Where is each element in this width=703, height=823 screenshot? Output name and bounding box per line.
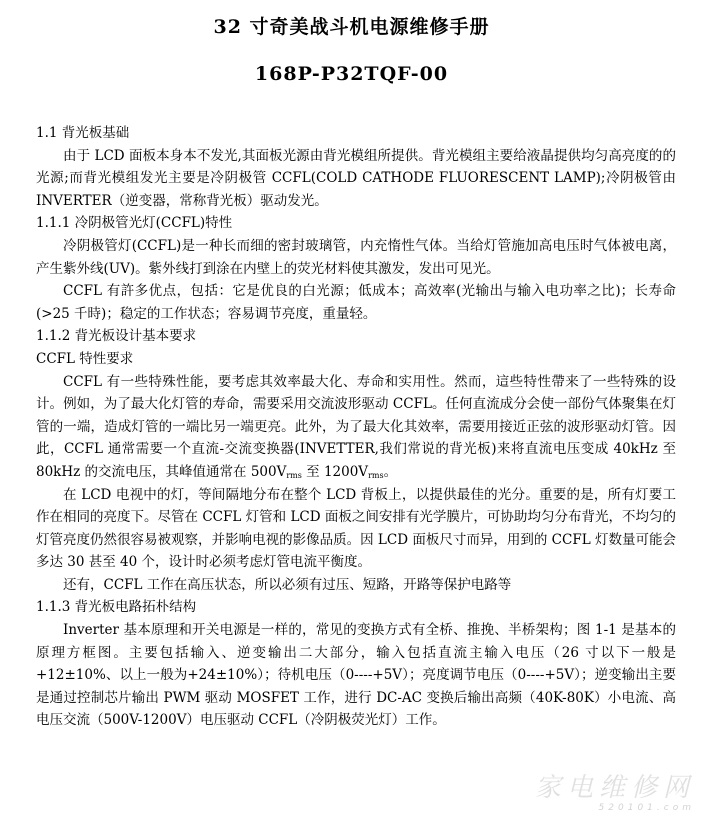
document-body — [36, 122, 676, 732]
model-number: 168P-P32TQF-00 — [254, 63, 449, 85]
paragraph-text: 。 — [383, 463, 398, 480]
paragraph-text: 至 1200V — [301, 463, 369, 480]
section-heading-1-1-1: 1.1.1 冷阴极管光灯(CCFL)特性 — [36, 215, 233, 232]
paragraph: CCFL 有許多优点，包括：它是优良的白光源；低成本；高效率(光输出与输入电功率之比)；长寿命(>25 千時)；稳定的工作状态；容易调节亮度，重量轻。 — [36, 283, 676, 322]
paragraph: 还有，CCFL 工作在高压状态，所以必须有过压、短路，开路等保护电路等 — [63, 576, 512, 593]
watermark-text: 家电维修网 — [534, 773, 695, 803]
subheading: CCFL 特性要求 — [36, 350, 134, 367]
unit-subscript: rms — [368, 470, 384, 480]
paragraph-text: CCFL 有一些特殊性能，要考虑其效率最大化、寿命和实用性。然而，這些特性帶来了一些特殊的设计。例如，为了最大化灯管的寿命，需要采用交流波形驱动 CCFL。任何直流成分会使一部份气体聚集在灯管的一端，造成灯管的一端比另一端更亮。此外，为了最大化其效率，需要用接近正弦的波形驱动灯管。因此，CCFL 通常需要一个直流-交流变换器(INVETTER,我们常说的背光板)来将直流电压变成 40kHz 至 80kHz 的交流电压，其峰值通常在 500V — [36, 373, 676, 480]
paragraph: 在 LCD 电视中的灯，等间隔地分布在整个 LCD 背板上，以提供最佳的光分。重要的是，所有灯要工作在相同的亮度下。尽管在 CCFL 灯管和 LCD 面板之间安排有光学膜片，可协助均匀分布背光，不均匀的灯管亮度仍然很容易被观察，并影响电视的影像品质。因 LCD 面板尺寸而异，用到的 CCFL 灯数量可能会多达 30 甚至 40 个，设计时必须考虑灯管电流平衡度。 — [36, 486, 676, 571]
paragraph: 由于 LCD 面板本身本不发光,其面板光源由背光模组所提供。背光模组主要给液晶提供均匀高亮度的的光源;而背光模组发光主要是冷阴极管 CCFL(COLD CATHODE FLUORESCENT LAMP);冷阴极管由 INVERTER（逆变器，常称背光板）驱动发光。 — [36, 147, 676, 209]
paragraph — [36, 371, 676, 484]
paragraph: Inverter 基本原理和开关电源是一样的，常见的变换方式有全桥、推挽、半桥架构；图 1-1 是基本的原理方框图。主要包括输入、逆变输出二大部分，输入包括直流主输入电压（26 寸以下一般是+12±10%、以上一般为+24±10%）；待机电压（0----+5V）；亮度调节电压（0----+5V）；逆变输出主要是通过控制芯片输出 PWM 驱动 MOSFET 工作，进行 DC-AC 变换后输出高频（40K-80K）小电流、高电压交流（500V-1200V）电压驱动 CCFL（冷阴极荧光灯）工作。 — [36, 622, 676, 729]
unit-subscript: rms — [286, 470, 302, 480]
watermark-url: 520101.com — [598, 803, 695, 813]
section-heading-1-1-2: 1.1.2 背光板设计基本要求 — [36, 328, 197, 345]
section-heading-1-1-3: 1.1.3 背光板电路拓朴结构 — [36, 599, 197, 616]
section-heading-1-1: 1.1 背光板基础 — [36, 125, 130, 141]
page-title: 32 寸奇美战斗机电源维修手册 — [213, 16, 490, 38]
paragraph: 冷阴极管灯(CCFL)是一种长而细的密封玻璃管，内充惰性气体。当给灯管施加高电压时气体被电离，产生紫外线(UV)。紫外线打到涂在内壁上的荧光材料使其激发，发出可见光。 — [36, 237, 676, 277]
watermark — [535, 773, 695, 813]
